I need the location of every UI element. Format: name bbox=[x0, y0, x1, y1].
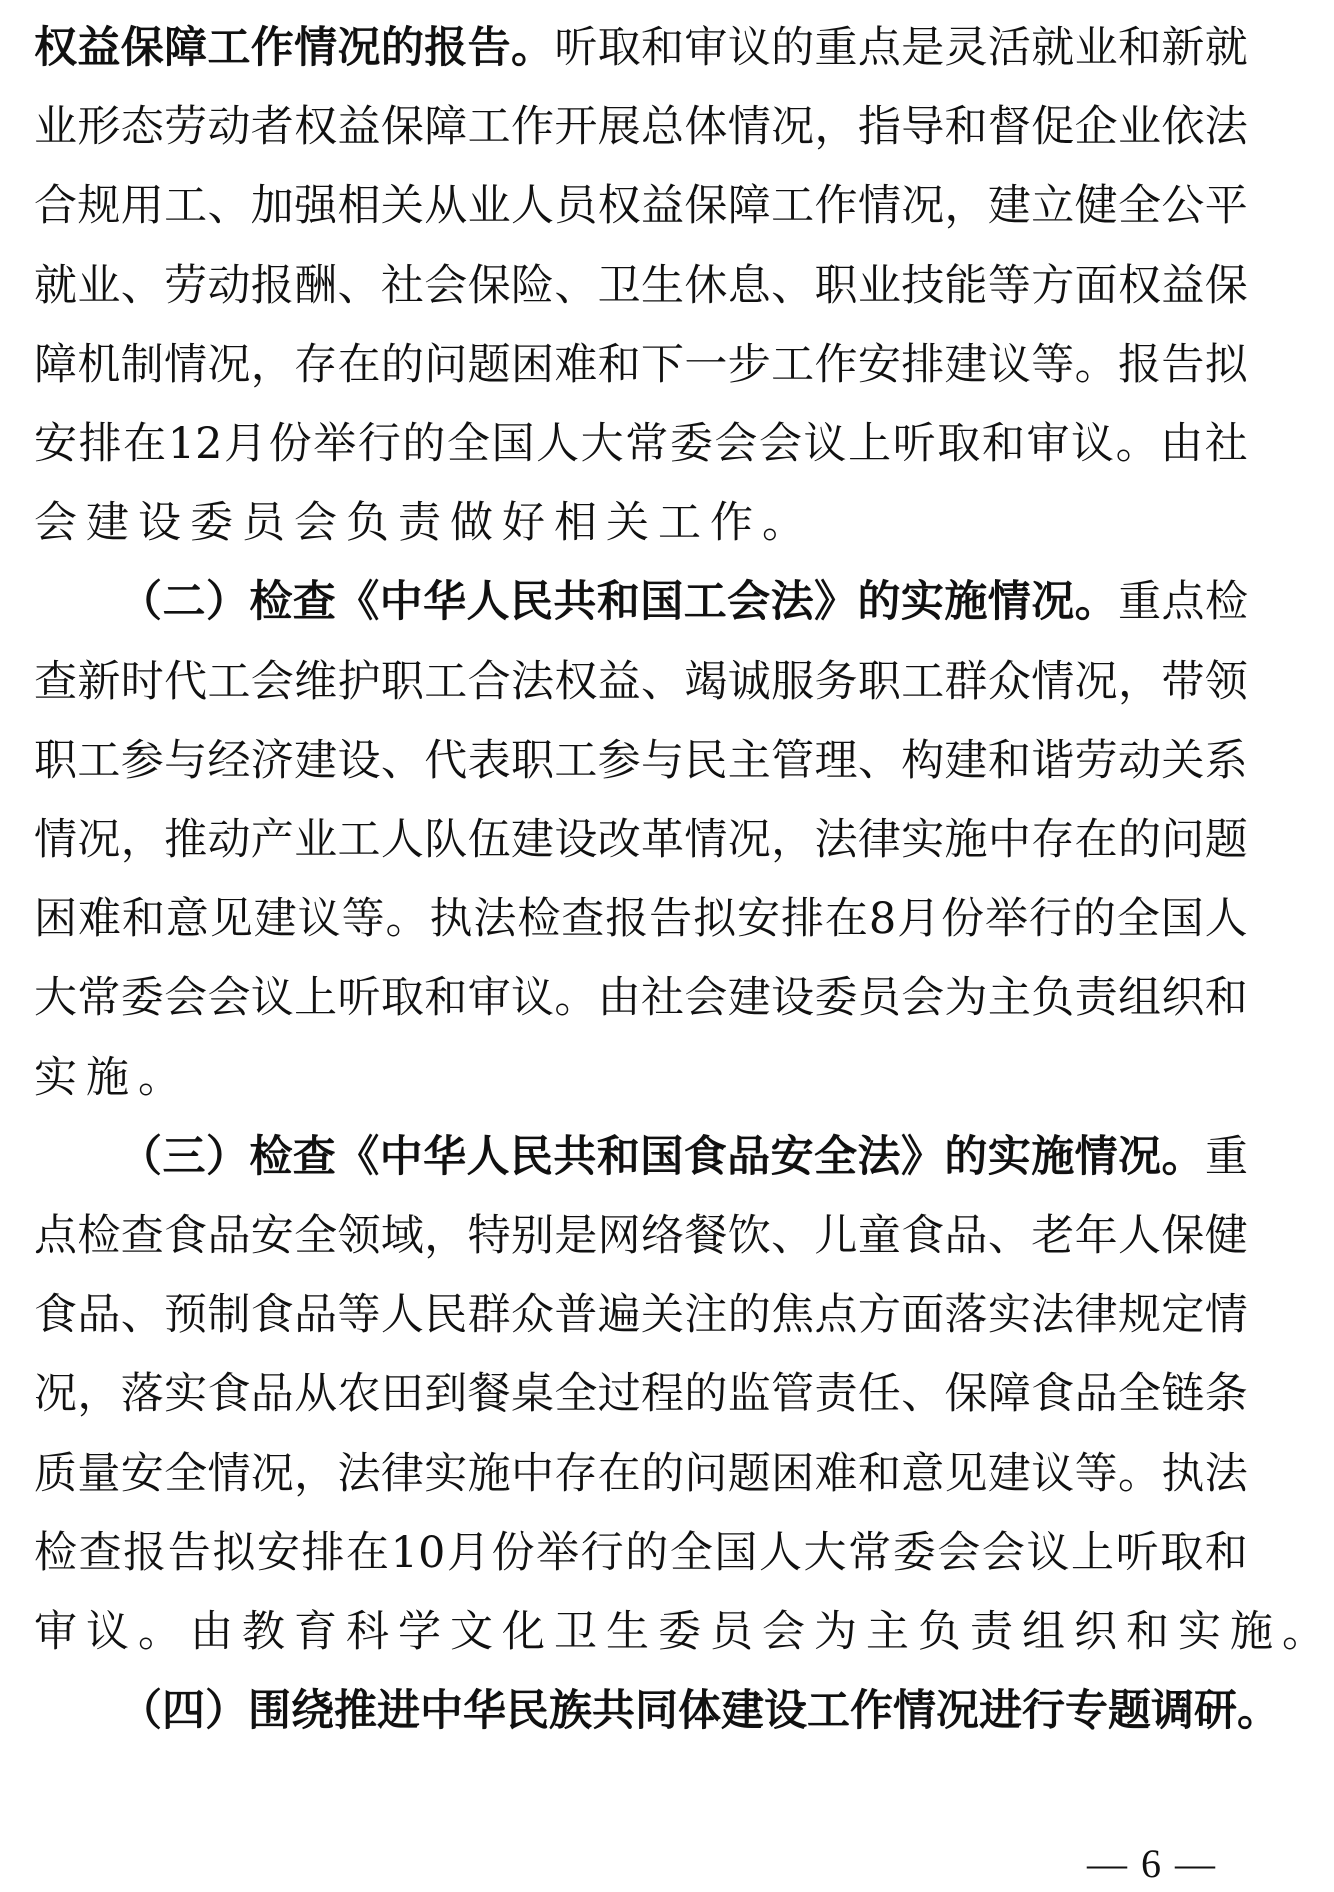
section-heading-line: （ 四 ） 围 绕 推 进 中 华 民 族 共 同 体 建 设 工 作 情 况 进 行 专 题 调 研 。 bbox=[119, 1686, 1280, 1737]
text-segment: 审议。由教育科学文化卫生委员会为主负责组织和实施。 bbox=[34, 1607, 1334, 1657]
text-line: 权 益 保 障 工 作 情 况 的 报 告 。 听 取 和 审 议 的 重 点 是 灵 活 就 业 和 新 就 bbox=[34, 23, 1248, 73]
text-line: 况 ， 落 实 食 品 从 农 田 到 餐 桌 全 过 程 的 监 管 责 任 、 保 障 食 品 全 链 条 bbox=[34, 1369, 1248, 1420]
text-line: 职 工 参 与 经 济 建 设 、 代 表 职 工 参 与 民 主 管 理 、 构 建 和 谐 劳 动 关 系 bbox=[34, 735, 1248, 786]
text-line bbox=[34, 1034, 1248, 1122]
text-line: 食 品 、 预 制 食 品 等 人 民 群 众 普 遍 关 注 的 焦 点 方 面 落 实 法 律 规 定 情 bbox=[34, 1290, 1248, 1341]
section-heading-line: （ 二 ） 检 查 《 中 华 人 民 共 和 国 工 会 法 》 的 实 施 情 况 。 重 点 检 bbox=[119, 577, 1248, 628]
text-line: 检 查 报 告 拟 安 排 在 10 月 份 举 行 的 全 国 人 大 常 委 会 会 议 上 听 取 和 bbox=[34, 1527, 1248, 1578]
text-segment: 会建设委员会负责做好相关工作。 bbox=[34, 498, 814, 549]
text-segment: 实施。 bbox=[34, 1052, 190, 1103]
text-line: 业 形 态 劳 动 者 权 益 保 障 工 作 开 展 总 体 情 况 ， 指 导 和 督 促 企 业 依 法 bbox=[34, 102, 1248, 153]
text-line: 质 量 安 全 情 况 ， 法 律 实 施 中 存 在 的 问 题 困 难 和 意 见 建 议 等 。 执 法 bbox=[34, 1448, 1248, 1499]
section-heading-line: （ 三 ） 检 查 《 中 华 人 民 共 和 国 食 品 安 全 法 》 的 实 施 情 况 。 重 bbox=[119, 1131, 1248, 1182]
text-line: 大 常 委 会 会 议 上 听 取 和 审 议 。 由 社 会 建 设 委 员 会 为 主 负 责 组 织 和 bbox=[34, 973, 1248, 1024]
text-line: 点 检 查 食 品 安 全 领 域 ， 特 别 是 网 络 餐 饮 、 儿 童 食 品 、 老 年 人 保 健 bbox=[34, 1211, 1248, 1261]
page-number: — 6 — bbox=[1087, 1841, 1217, 1886]
text-line: 障 机 制 情 况 ， 存 在 的 问 题 困 难 和 下 一 步 工 作 安 排 建 议 等 。 报 告 拟 bbox=[34, 339, 1248, 390]
text-line: 情 况 ， 推 动 产 业 工 人 队 伍 建 设 改 革 情 况 ， 法 律 实 施 中 存 在 的 问 题 bbox=[34, 815, 1248, 865]
text-line: 困 难 和 意 见 建 议 等 。 执 法 检 查 报 告 拟 安 排 在 8 月 份 举 行 的 全 国 人 bbox=[34, 894, 1248, 945]
text-line: 合 规 用 工 、 加 强 相 关 从 业 人 员 权 益 保 障 工 作 情 况 ， 建 立 健 全 公 平 bbox=[34, 181, 1248, 232]
text-line: 就 业 、 劳 动 报 酬 、 社 会 保 险 、 卫 生 休 息 、 职 业 技 能 等 方 面 权 益 保 bbox=[34, 260, 1248, 311]
text-line bbox=[34, 1588, 1334, 1676]
text-line: 安 排 在 12 月 份 举 行 的 全 国 人 大 常 委 会 会 议 上 听 取 和 审 议 。 由 社 bbox=[34, 419, 1248, 469]
text-line bbox=[34, 479, 1248, 567]
text-line: 查 新 时 代 工 会 维 护 职 工 合 法 权 益 、 竭 诚 服 务 职 工 群 众 情 况 ， 带 领 bbox=[34, 656, 1248, 707]
